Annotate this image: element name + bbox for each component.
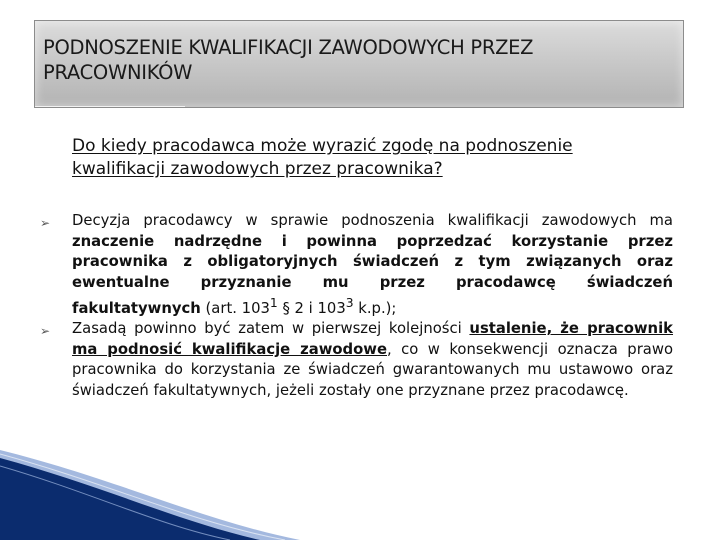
bullet-2-bold-underlined-text: ustalenie, że pracownik ma podnosić kwalifikacje zawodowe: [72, 320, 673, 358]
bullet-1-citation: (art. 103: [200, 299, 270, 317]
bullet-1-sup-1: 1: [269, 296, 278, 310]
question-heading: [72, 135, 672, 181]
bullet-2-text-end: , co w konsekwencji oznacza prawo pracownika do korzystania ze świadczeń gwarantowanych mu ustawowo oraz świadczeń fakultatywnych, jeżeli zostały one przyznane przez pracodawcę.: [72, 340, 673, 399]
arrow-bullet-icon: ➢: [40, 324, 51, 339]
slide-title: [43, 35, 673, 85]
bullet-1-sup-2: 3: [345, 296, 354, 310]
question-line-1: Do kiedy pracodawca może wyrazić zgodę na podnoszenie: [72, 136, 573, 156]
bullet-1-text: Decyzja pracodawcy w sprawie podnoszenia kwalifikacji zawodowych ma: [72, 212, 673, 229]
slide-title-line-1: PODNOSZENIE KWALIFIKACJI ZAWODOWYCH PRZEZ: [43, 36, 534, 59]
slide-title-line-2: PRACOWNIKÓW: [43, 61, 193, 84]
decorative-corner-waves: [0, 440, 720, 540]
bullet-1-citation-2: § 2 i 103: [277, 299, 346, 317]
question-line-2: kwalifikacji zawodowych przez pracownika?: [72, 159, 443, 179]
bullet-2-text: Zasadą powinno być zatem w pierwszej kolejności: [72, 320, 470, 338]
bullet-item-2: [40, 319, 673, 401]
arrow-bullet-icon: ➢: [40, 216, 51, 230]
bullet-1-bold-text: znaczenie nadrzędne i powinna poprzedzać korzystanie przez pracownika z obligatoryjnych świadczeń z tym związanych oraz ewentualne przyznanie mu przez pracodawcę świadczeń fakultatywnych: [72, 232, 673, 317]
bullet-1-citation-3: k.p.);: [353, 299, 397, 317]
bullet-list: [40, 211, 673, 401]
bullet-item-1: [40, 211, 673, 319]
title-underline: [35, 106, 185, 107]
title-box: [34, 20, 684, 108]
